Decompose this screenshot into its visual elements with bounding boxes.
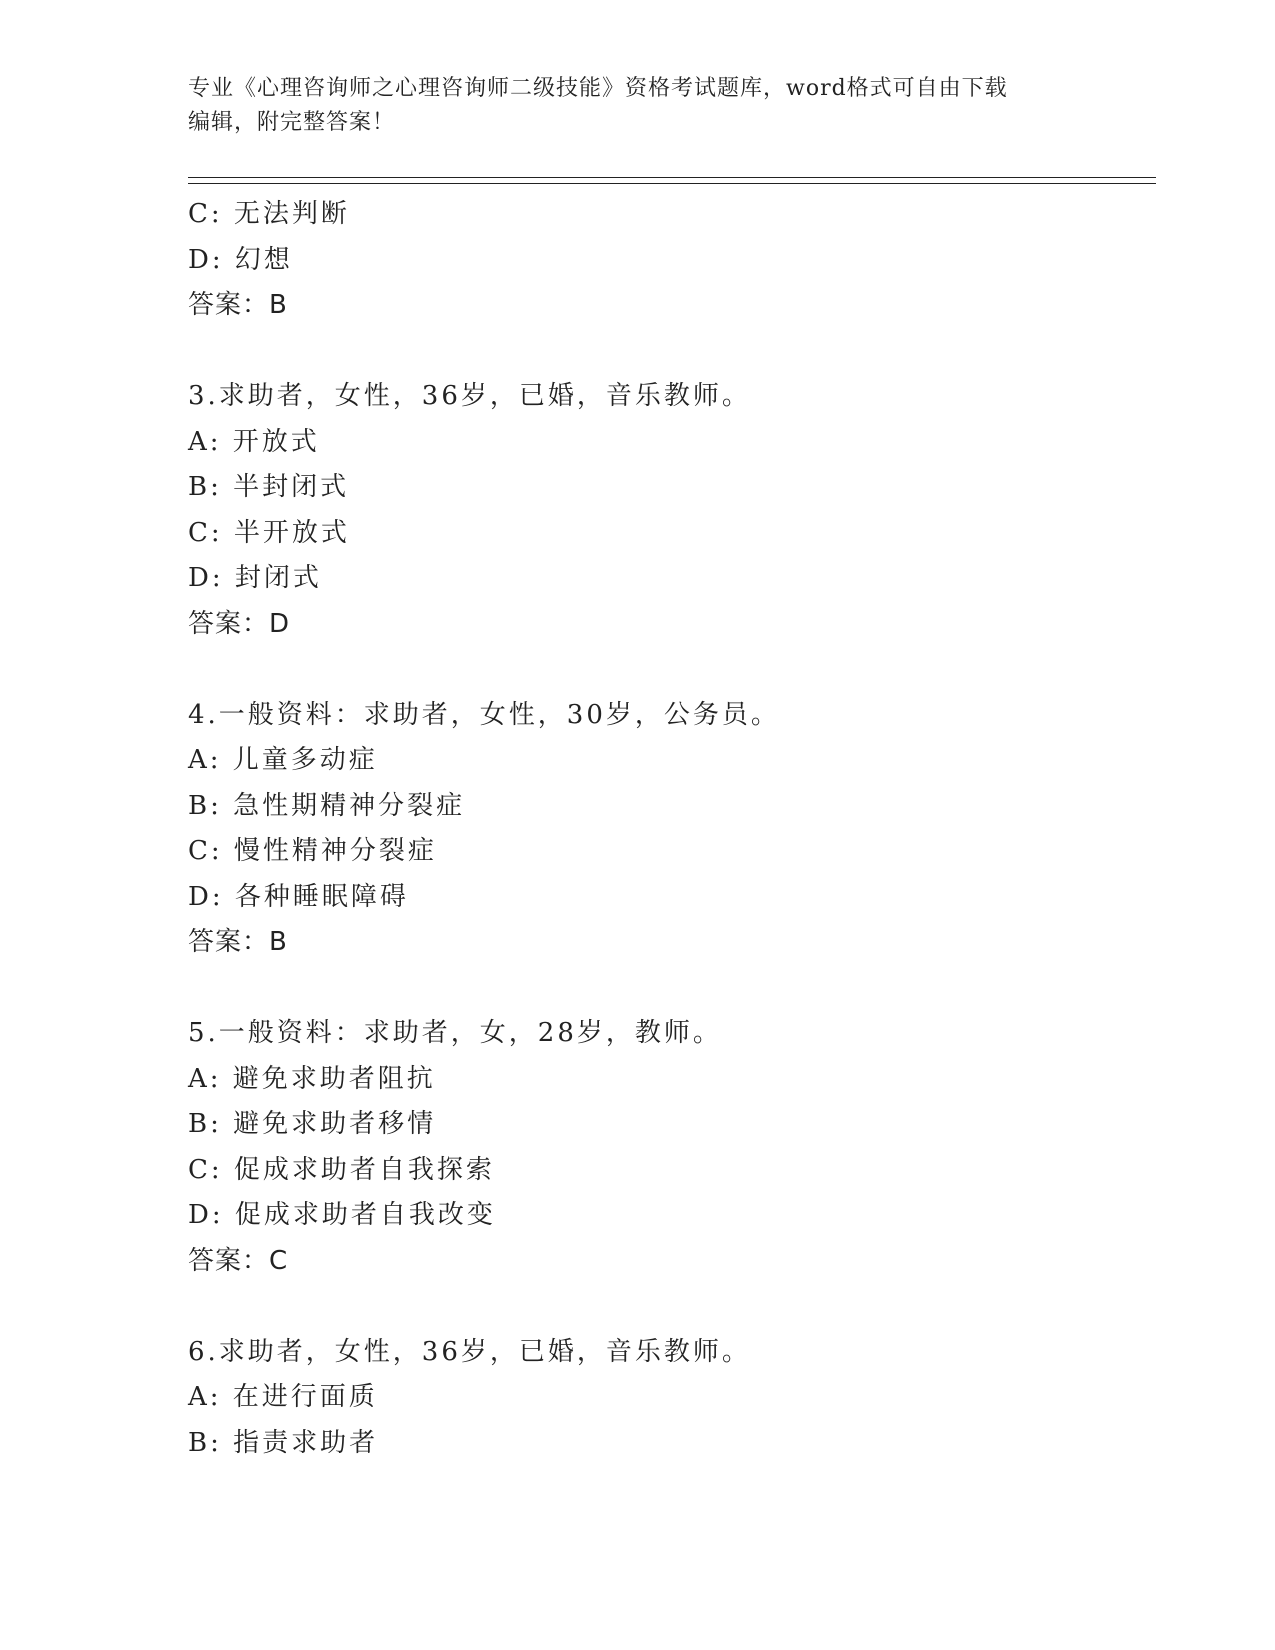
option-b: B: 半封闭式 xyxy=(188,472,350,502)
option-a: A: 儿童多动症 xyxy=(188,745,378,775)
option-d: D: 各种睡眠障碍 xyxy=(188,881,409,912)
document-header xyxy=(188,72,1088,140)
header-line-1: 专业《心理咨询师之心理咨询师二级技能》资格考试题库，word格式可自由下载 xyxy=(188,76,1008,101)
question-block-4 xyxy=(188,693,1156,966)
answer-label: 答案：B xyxy=(188,290,288,320)
option-b: B: 急性期精神分裂症 xyxy=(188,790,466,821)
question-stem: 6.求助者，女性，36岁，已婚，音乐教师。 xyxy=(188,1336,751,1367)
spacer xyxy=(188,1284,1156,1330)
spacer xyxy=(188,329,1156,375)
option-c: C: 慢性精神分裂症 xyxy=(188,836,437,866)
option-a: A: 开放式 xyxy=(188,426,320,457)
question-list xyxy=(188,192,1156,1466)
answer-label: 答案：D xyxy=(188,608,291,639)
question-block-3 xyxy=(188,374,1156,647)
option-a: A: 在进行面质 xyxy=(188,1382,378,1412)
option-d: D: 封闭式 xyxy=(188,563,322,593)
header-rule-bottom xyxy=(188,183,1156,184)
question-stem: 4.一般资料：求助者，女性，30岁，公务员。 xyxy=(188,699,780,730)
option-a: A: 避免求助者阻抗 xyxy=(188,1063,436,1094)
answer-label: 答案：C xyxy=(188,1245,289,1276)
question-block-5 xyxy=(188,1011,1156,1284)
question-block-6 xyxy=(188,1330,1156,1467)
answer-label: 答案：B xyxy=(188,927,288,957)
question-stem: 3.求助者，女性，36岁，已婚，音乐教师。 xyxy=(188,381,751,411)
option-b: B: 指责求助者 xyxy=(188,1427,379,1458)
option-d: D: 幻想 xyxy=(188,244,293,275)
option-c: C: 无法判断 xyxy=(188,199,350,229)
option-b: B: 避免求助者移情 xyxy=(188,1109,437,1139)
option-c: C: 促成求助者自我探索 xyxy=(188,1154,495,1185)
header-rule-top xyxy=(188,177,1156,178)
option-c: C: 半开放式 xyxy=(188,517,350,548)
option-d: D: 促成求助者自我改变 xyxy=(188,1200,496,1230)
question-stem: 5.一般资料：求助者，女，28岁，教师。 xyxy=(188,1018,722,1048)
spacer xyxy=(188,647,1156,693)
question-block-2-tail xyxy=(188,192,1156,329)
spacer xyxy=(188,966,1156,1012)
header-line-2: 编辑，附完整答案！ xyxy=(188,110,396,135)
